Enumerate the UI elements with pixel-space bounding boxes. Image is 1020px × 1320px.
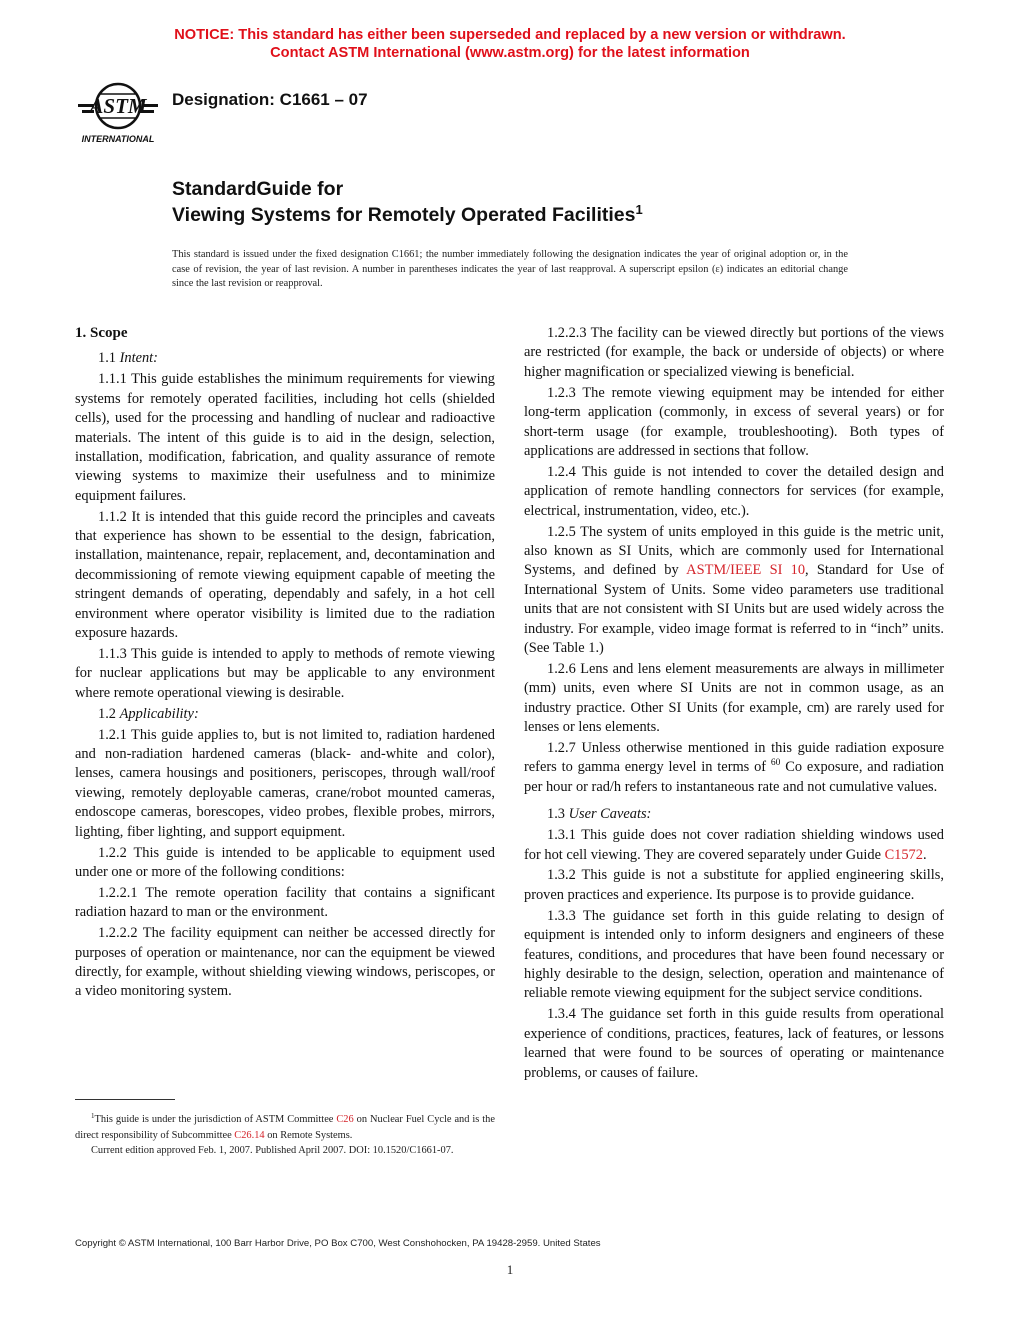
title-main: Viewing Systems for Remotely Operated Facilities <box>172 204 636 226</box>
para-1-3-4: 1.3.4 The guidance set forth in this guide results from operational experience of conditions, practices, features, lack of features, or lessons learned that were found to be sources of operating or maintenance problems, or causes of failure. <box>524 1006 944 1081</box>
page-number: 1 <box>506 1262 514 1277</box>
link-c1572[interactable]: C1572 <box>884 846 923 863</box>
para-1-2-3: 1.2.3 The remote viewing equipment may be intended for either long-term application (commonly, in excess of several years) or for short-term usage (for example, troubleshooting). Both types of applications are addressed in sections that follow. <box>524 384 944 459</box>
para-1-2-2-3: 1.2.2.3 The facility can be viewed directly but portions of the views are restricted (for example, the back or underside of objects) or where higher magnification or specialized viewing is beneficial. <box>524 325 944 380</box>
para-1-2-2: 1.2.2 This guide is intended to be applicable to equipment used under one or more of the following conditions: <box>75 844 495 880</box>
para-1-3-1-text-a: 1.3.1 This guide does not cover radiation shielding windows used for hot cell viewing. They are covered separately under Guide <box>524 827 944 863</box>
para-1-3-label: User Caveats: <box>568 806 652 823</box>
logo-subtext: INTERNATIONAL <box>81 134 155 144</box>
para-1-3-1-text-b: . <box>922 846 927 863</box>
para-1-1-label: Intent: <box>119 350 158 367</box>
right-column <box>524 324 944 1084</box>
footnote-divider <box>75 1099 175 1100</box>
para-1-3-num: 1.3 <box>547 806 565 823</box>
title-footnote-mark[interactable]: 1 <box>635 202 643 217</box>
para-1-1-num: 1.1 <box>98 350 116 367</box>
footnote-text-a: This guide is under the jurisdiction of ASTM Committee <box>94 1114 337 1125</box>
link-subcommittee-c26-14[interactable]: C26.14 <box>234 1129 265 1141</box>
document-title <box>172 176 643 228</box>
link-astm-ieee-si10[interactable]: ASTM/IEEE SI 10 <box>686 562 806 579</box>
footnote-edition: Current edition approved Feb. 1, 2007. Published April 2007. DOI: 10.1520/C1661-07. <box>91 1145 454 1157</box>
para-1-2-2-2: 1.2.2.2 The facility equipment can neither be accessed directly for purposes of operation or maintenance, nor can the equipment be viewed directly, for example, without shielding viewing windows, periscopes, or a video monitoring system. <box>75 925 495 1000</box>
left-column <box>75 324 495 1003</box>
footnote-text-c: on Remote Systems. <box>264 1129 353 1141</box>
para-1-1-1: 1.1.1 This guide establishes the minimum requirements for viewing systems for remotely operated facilities, including hot cells (shielded cells), used for the processing and handling of nuclear and radioactive materials. The intent of this guide is to aid in the design, selection, installation, modification, fabrication, and quality assurance of remote viewing systems to maximize their usefulness and to minimize equipment failures. <box>75 371 495 504</box>
designation: Designation: C1661 – 07 <box>172 90 368 109</box>
para-1-2-7-text-b: Co exposure, and radiation per hour or rad/h refers to instantaneous rate and not cumulative values. <box>524 759 944 795</box>
section-heading-scope: 1. Scope <box>75 325 128 341</box>
para-1-2-5-text-a: 1.2.5 The system of units employed in this guide is the metric unit, also known as SI Units, which are commonly used for International Systems, and defined by <box>524 523 944 579</box>
para-1-2-label: Applicability: <box>119 705 199 722</box>
issuance-note: This standard is issued under the fixed designation C1661; the number immediately following the designation indicates the year of original adoption or, in the case of revision, the year of last revision. A number in parentheses indicates the year of last reapproval. A superscript epsilon (ε) indicates an editorial change since the last revision or reapproval. <box>172 249 848 289</box>
para-1-2-7 <box>524 739 944 797</box>
para-1-3 <box>524 805 944 824</box>
para-1-2-6: 1.2.6 Lens and lens element measurements are always in millimeter (mm) units, even where SI Units are not in common usage, as an industry practice. Other SI Units (for example, cm) are rarely used for lenses or lens elements. <box>524 660 944 736</box>
para-1-3-2: 1.3.2 This guide is not a substitute for applied engineering skills, proven practices and experience. Its purpose is to provide guidance. <box>524 867 944 903</box>
para-1-2-num: 1.2 <box>98 705 116 722</box>
para-1-2 <box>75 705 495 724</box>
copyright-line: Copyright © ASTM International, 100 Barr Harbor Drive, PO Box C700, West Conshohocken, PA 19428-2959. United States <box>75 1238 601 1249</box>
astm-logo-icon <box>70 72 166 146</box>
para-1-1-2: 1.1.2 It is intended that this guide record the principles and caveats that experience has shown to be essential to the design, fabrication, installation, maintenance, repair, replacement, and, decontamination and decommissioning of remote viewing equipment capable of meeting the stringent demands of operating, dependably and safely, in a hot cell environment where operator visibility is limited due to the radiation exposure hazards. <box>75 508 495 642</box>
para-1-1 <box>75 349 495 368</box>
link-committee-c26[interactable]: C26 <box>336 1114 354 1125</box>
para-1-2-4: 1.2.4 This guide is not intended to cover the detailed design and application of remote handling connectors for services (for example, electrical, instrumentation, video, etc.). <box>524 463 944 519</box>
para-1-1-3: 1.1.3 This guide is intended to apply to methods of remote viewing for nuclear applications but may be applicable to any environment where remote operational viewing is desirable. <box>75 646 495 701</box>
para-1-2-5 <box>524 523 944 659</box>
logo-text: ASTM <box>89 94 147 118</box>
para-1-3-3: 1.3.3 The guidance set forth in this guide relating to design of equipment is intended only to inform designers and engineers of these features, conditions, and procedures that have been found necessary or highly desirable to the design, selection, operation and maintenance of reliable remote viewing equipment for the subject service conditions. <box>524 907 944 1002</box>
footnote-mark: 1 <box>91 1112 95 1120</box>
isotope-superscript: 60 <box>770 758 781 769</box>
notice-line-2: Contact ASTM International (www.astm.org) for the latest information <box>270 45 750 61</box>
para-1-3-1 <box>524 826 944 865</box>
notice-line-1: NOTICE: This standard has either been superseded and replaced by a new version or withdrawn. <box>174 27 846 43</box>
para-1-2-1: 1.2.1 This guide applies to, but is not limited to, radiation hardened and non-radiation hardened cameras (black- and-white and color), lenses, camera housings and positioners, periscopes, through wall/roof viewing, remotely deployable cameras, crane/robot mounted cameras, endoscope cameras, borescopes, video probes, flexible probes, mirrors, lighting, fiber lighting, and support equipment. <box>75 726 495 840</box>
withdrawal-notice <box>0 26 1020 62</box>
footnote <box>75 1112 495 1159</box>
title-line-1: StandardGuide for <box>172 178 344 200</box>
footnote-1 <box>75 1112 495 1143</box>
footnote-text-b: on Nuclear Fuel Cycle and is the direct responsibility of Subcommittee <box>75 1114 495 1141</box>
para-1-2-5-text-b: , Standard for Use of International System of Units. Some video parameters use traditional units that are not consistent with SI Units but are used widely across the industry. For example, video image format is referred to in “inch” units. (See Table 1.) <box>524 562 944 656</box>
para-1-2-7-text-a: 1.2.7 Unless otherwise mentioned in this guide radiation exposure refers to gamma energy level in terms of <box>524 740 944 776</box>
title-line-2 <box>172 202 643 228</box>
para-1-2-2-1: 1.2.2.1 The remote operation facility that contains a significant radiation hazard to man or the environment. <box>75 884 495 921</box>
